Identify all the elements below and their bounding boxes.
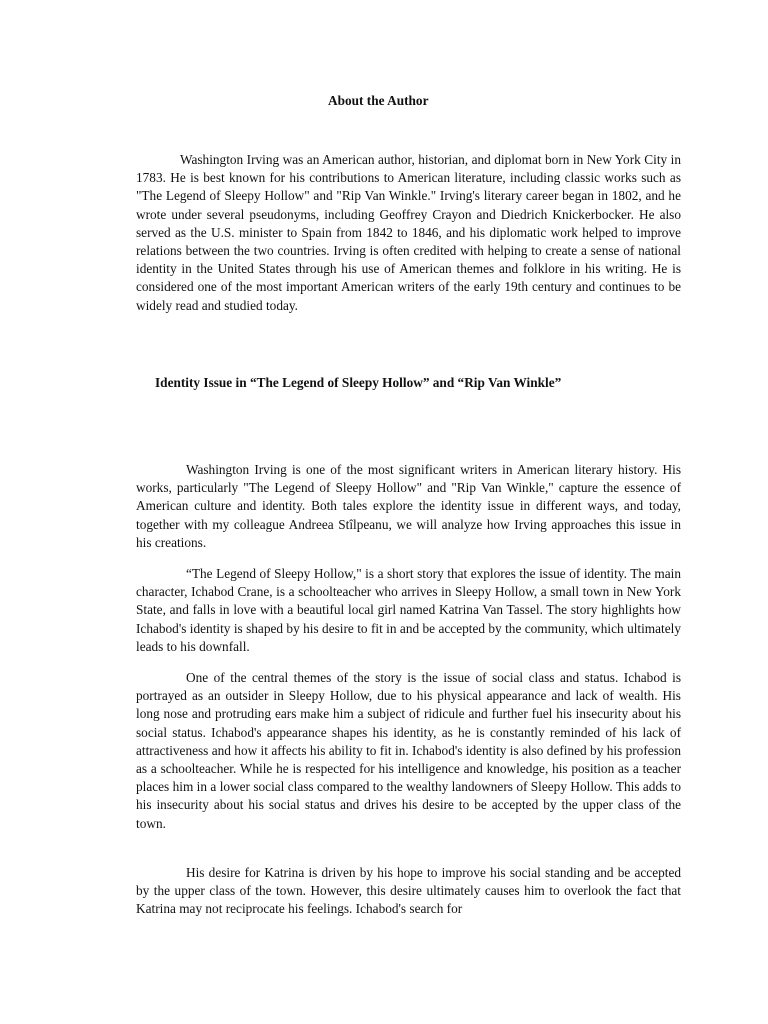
essay-title: Identity Issue in “The Legend of Sleepy Hollow” and “Rip Van Winkle” <box>155 375 562 390</box>
essay-paragraph-4: His desire for Katrina is driven by his hope to improve his social standing and be accepted by the upper class of the town. However, this desire ultimately causes him to overlook the fact that Katrina may not reciprocate his feelings. Ichabod's search for <box>136 865 681 917</box>
essay-paragraph-1: Washington Irving is one of the most significant writers in American literary history. His works, particularly "The Legend of Sleepy Hollow" and "Rip Van Winkle," capture the essence of American culture and identity. Both tales explore the identity issue in different ways, and today, together with my colleague Andreea Stîlpeanu, we will analyze how Irving approaches this issue in his creations. <box>136 462 681 550</box>
about-author-paragraph: Washington Irving was an American author, historian, and diplomat born in New York City in 1783. He is best known for his contributions to American literature, including classic works such as "The Legend of Sleepy Hollow" and "Rip Van Winkle." Irving's literary career began in 1802, and he wrote under several pseudonyms, including Geoffrey Crayon and Diedrich Knickerbocker. He also served as the U.S. minister to Spain from 1842 to 1846, and his diplomatic work helped to improve relations between the two countries. Irving is often credited with helping to create a sense of national identity in the United States through his use of American themes and folklore in his writing. He is considered one of the most important American writers of the early 19th century and continues to be widely read and studied today. <box>136 152 681 313</box>
essay-paragraph-2: “The Legend of Sleepy Hollow," is a short story that explores the issue of identity. The main character, Ichabod Crane, is a schoolteacher who arrives in Sleepy Hollow, a small town in New York State, and falls in love with a beautiful local girl named Katrina Van Tassel. The story highlights how Ichabod's identity is shaped by his desire to fit in and be accepted by the community, which ultimately leads to his downfall. <box>136 566 681 654</box>
essay-paragraph-3: One of the central themes of the story is the issue of social class and status. Ichabod is portrayed as an outsider in Sleepy Hollow, due to his physical appearance and lack of wealth. His long nose and protruding ears make him a subject of ridicule and further fuel his insecurity about his social status. Ichabod's appearance shapes his identity, as he is constantly reminded of his lack of attractiveness and how it affects his ability to fit in. Ichabod's identity is also defined by his profession as a schoolteacher. While he is respected for his intelligence and knowledge, his position as a teacher places him in a lower social class compared to the wealthy landowners of Sleepy Hollow. This adds to his insecurity about his social status and drives his desire to be accepted by the upper class of the town. <box>136 670 681 831</box>
about-author-heading: About the Author <box>328 93 429 108</box>
